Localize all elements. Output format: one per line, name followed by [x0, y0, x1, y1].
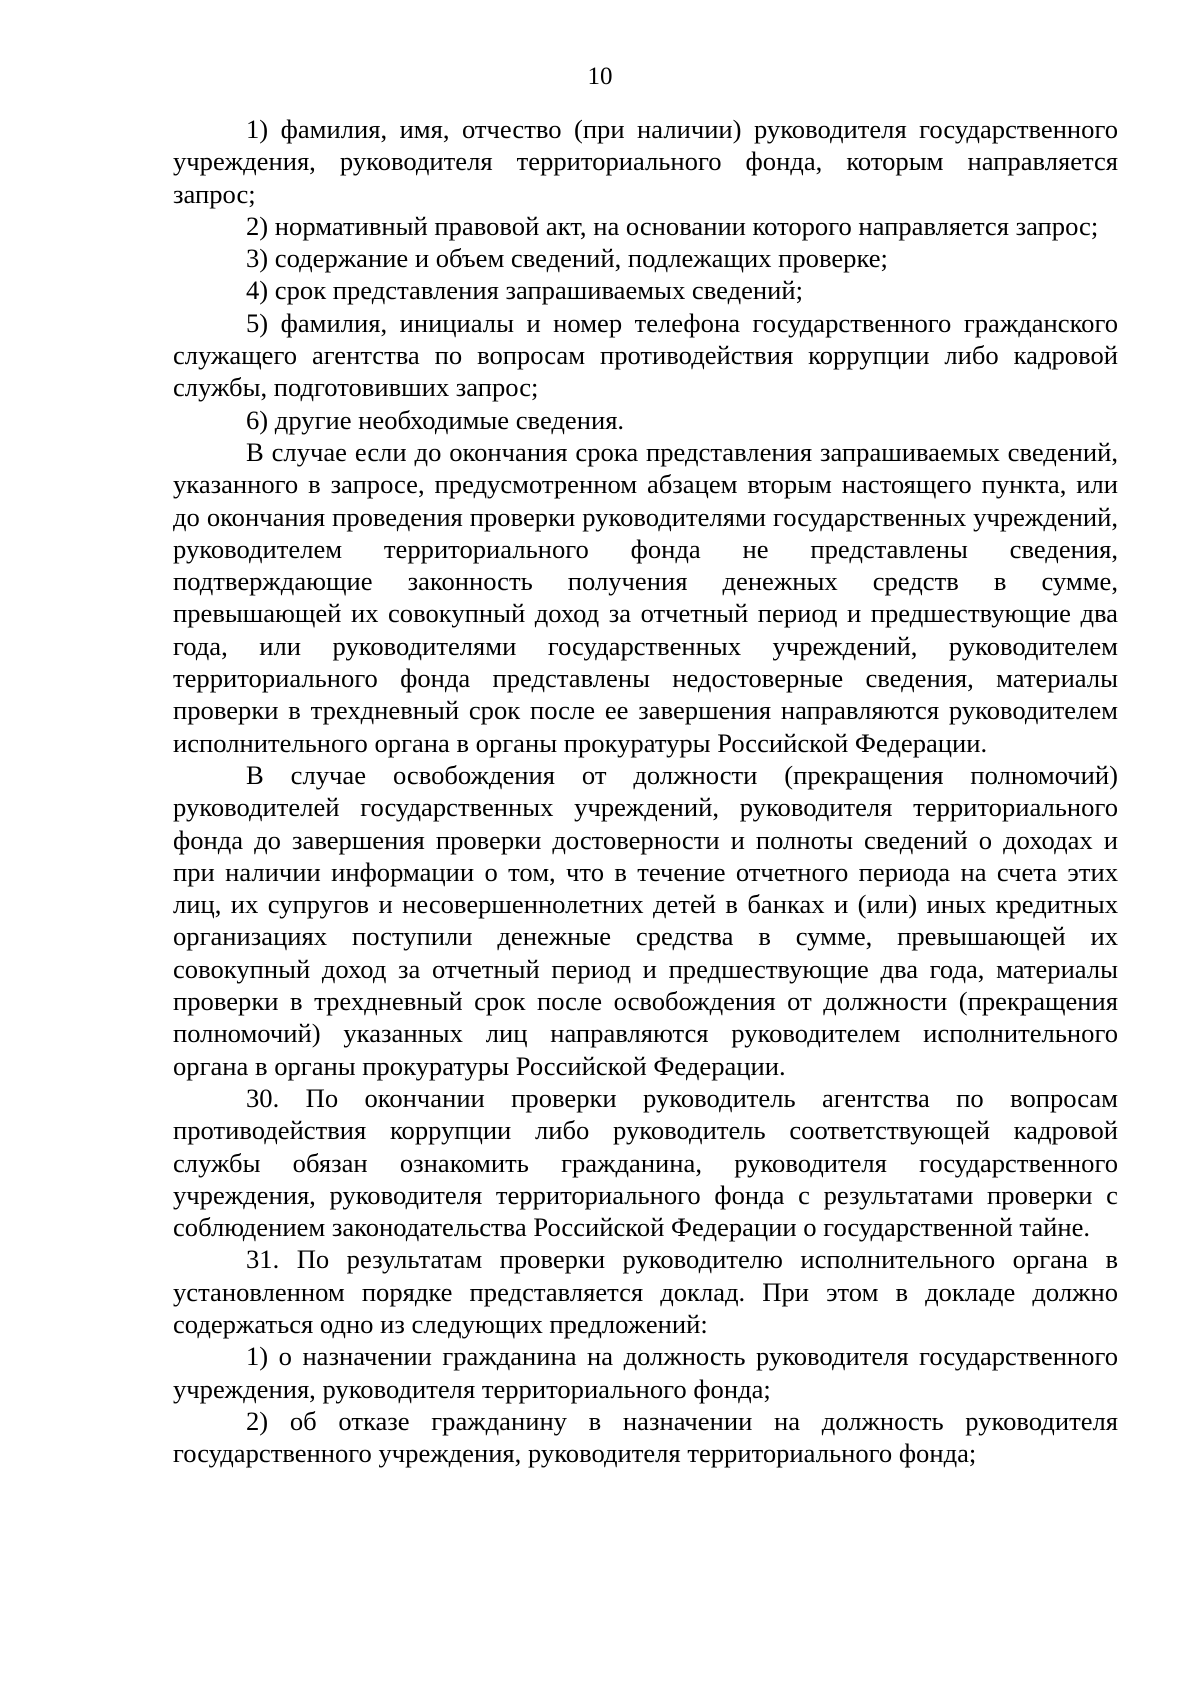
list-item-5-contact: 5) фамилия, инициалы и номер телефона государственного гражданского служащего агентства по вопросам противодействия коррупции либо кадровой службы, подготовивших запрос;	[173, 307, 1118, 403]
page-number: 10	[587, 63, 613, 90]
paragraph-dismissal-case: В случае освобождения от должности (прекращения полномочий) руководителей государственных учреждений, руководителя территориального фонда до завершения проверки достоверности и полноты сведений о доходах и при наличии информации о том, что в течение отчетного периода на счета этих лиц, их супругов и несовершеннолетних детей в банках и (или) иных кредитных организациях поступили денежные средства в сумме, превышающей их совокупный доход за отчетный период и предшествующие два года, материалы проверки в трехдневный срок после освобождения от должности (прекращения полномочий) указанных лиц направляются руководителем исполнительного органа в органы прокуратуры Российской Федерации.	[173, 759, 1118, 1081]
clause-30: 30. По окончании проверки руководитель агентства по вопросам противодействия коррупции либо руководитель соответствующей кадровой службы обязан ознакомить гражданина, руководителя государственного учреждения, руководителя территориального фонда с результатами проверки с соблюдением законодательства Российской Федерации о государственной тайне.	[173, 1082, 1118, 1243]
list-item-4-deadline: 4) срок представления запрашиваемых сведений;	[246, 275, 803, 306]
list-item-6-other: 6) другие необходимые сведения.	[246, 404, 625, 435]
proposal-item-1-appoint: 1) о назначении гражданина на должность руководителя государственного учреждения, руководителя территориального фонда;	[173, 1341, 1118, 1404]
list-item-2-legal-act: 2) нормативный правовой акт, на основании которого направляется запрос;	[246, 210, 1099, 241]
clause-31: 31. По результатам проверки руководителю исполнительного органа в установленном порядке представляется доклад. При этом в докладе должно содержаться одно из следующих предложений:	[173, 1244, 1118, 1339]
list-item-3-content-scope: 3) содержание и объем сведений, подлежащих проверке;	[246, 243, 888, 274]
document-body	[173, 113, 1118, 1469]
paragraph-unverified-info: В случае если до окончания срока представления запрашиваемых сведений, указанного в запросе, предусмотренном абзацем вторым настоящего пункта, или до окончания проведения проверки руководителями государственных учреждений, руководителем территориального фонда не представлены сведения, подтверждающие законность получения денежных средств в сумме, превышающей их совокупный доход за отчетный период и предшествующие два года, или руководителями государственных учреждений, руководителем территориального фонда представлены недостоверные сведения, материалы проверки в трехдневный срок после ее завершения направляются руководителем исполнительного органа в органы прокуратуры Российской Федерации.	[173, 436, 1118, 758]
list-item-1-recipient-name: 1) фамилия, имя, отчество (при наличии) руководителя государственного учреждения, руководителя территориального фонда, которым направляется запрос;	[173, 114, 1118, 209]
proposal-item-2-refuse: 2) об отказе гражданину в назначении на должность руководителя государственного учреждения, руководителя территориального фонда;	[173, 1405, 1118, 1469]
